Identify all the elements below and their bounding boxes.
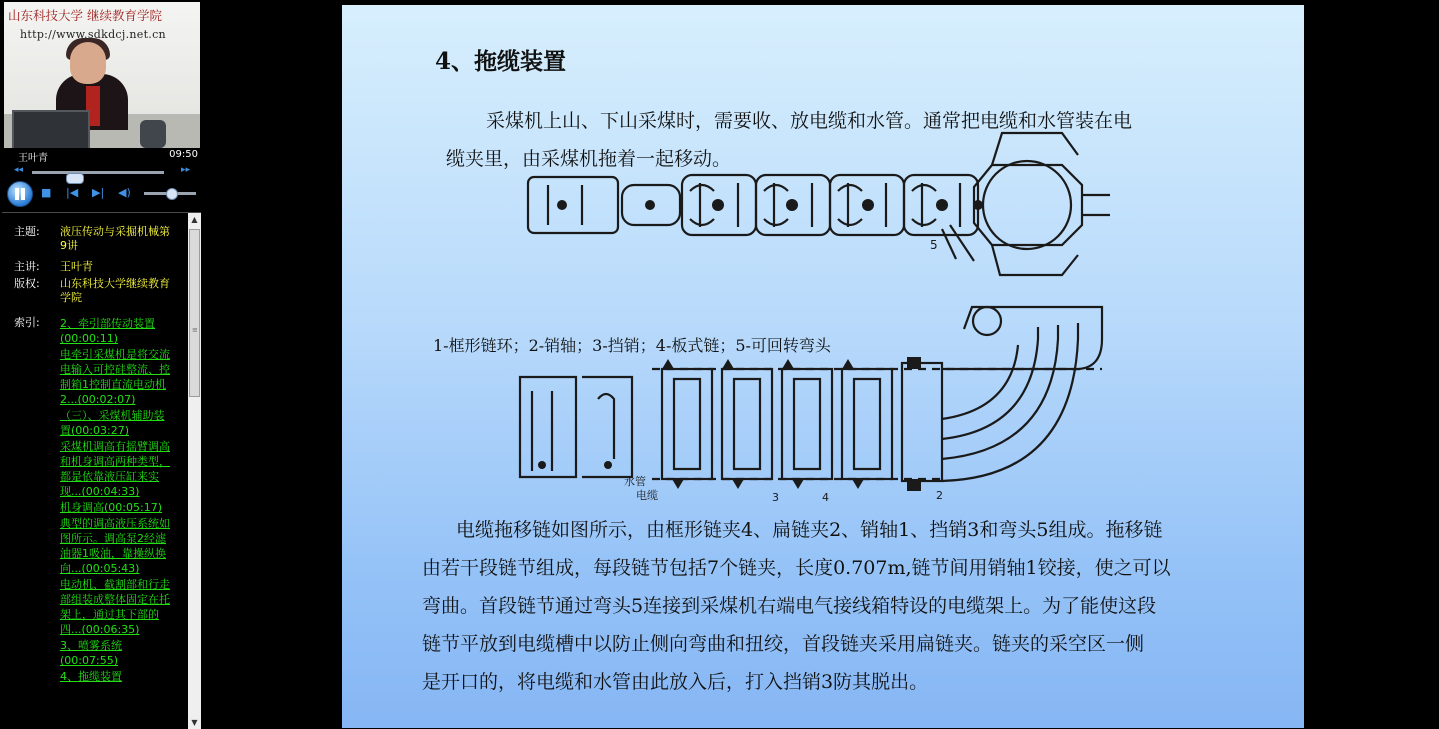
slide-title: 4、拖缆装置	[435, 48, 567, 75]
topic-label: 主题:	[14, 225, 40, 238]
paragraph-line: 链节平放到电缆槽中以防止侧向弯曲和扭绞，首段链夹采用扁链夹。链夹的采空区一侧	[422, 633, 1145, 655]
paragraph-line: 电缆拖移链如图所示，由框形链夹4、扁链夹2、销轴1、挡销3和弯头5组成。拖移链	[456, 519, 1163, 541]
figure-label: 水管	[624, 475, 646, 488]
player-controls	[4, 180, 200, 208]
paragraph-line: 由若干段链节组成，每段链节包括7个链夹，长度0.707m,链节间用销轴1铰接，使之可以	[422, 557, 1171, 579]
rewind-icon[interactable]: ◂◂	[14, 165, 24, 175]
lecture-slide	[342, 5, 1304, 728]
topic-value: 液压传动与采掘机械第9讲	[60, 225, 170, 252]
seek-slider[interactable]	[32, 171, 164, 174]
speaker-name: 王叶青	[18, 153, 48, 164]
player-panel	[0, 0, 203, 728]
copyright-value: 山东科技大学继续教育学院	[60, 277, 170, 304]
index-link[interactable]: 3、喷雾系统(00:07:55)	[60, 639, 122, 667]
cable-chain-top-view-figure	[522, 125, 1112, 285]
index-list	[60, 316, 174, 685]
lecture-info-panel	[2, 212, 201, 729]
paragraph-line: 是开口的，将电缆和水管由此放入后，打入挡销3防其脱出。	[422, 671, 929, 693]
grip-icon: ≡	[192, 326, 198, 334]
figure-label: 2	[936, 489, 943, 502]
volume-icon[interactable]: ◀)	[118, 186, 131, 199]
next-icon[interactable]: ▶|	[92, 186, 105, 199]
volume-thumb[interactable]	[166, 188, 178, 200]
video-monitor	[12, 110, 90, 148]
previous-icon[interactable]: |◀	[66, 186, 79, 199]
video-chair	[140, 120, 166, 148]
cable-chain-side-view-figure	[512, 299, 1122, 509]
index-link[interactable]: 电牵引采煤机是将交流电输入可控硅整流、控制箱1控制直流电动机2...(00:02:07)	[60, 348, 170, 406]
video-url-text: http://www.sdkdcj.net.cn	[20, 28, 166, 41]
index-scrollbar[interactable]	[188, 213, 201, 729]
paragraph-line: 采煤机上山、下山采煤时，需要收、放电缆和水管。通常把电缆和水管装在电	[486, 110, 1133, 132]
index-link[interactable]: 典型的调高液压系统如图所示。调高泵2经滤油器1吸油，靠操纵换向...(00:05:43)	[60, 517, 170, 575]
index-link[interactable]: 4、拖缆装置	[60, 670, 122, 683]
stop-icon[interactable]: ■	[41, 186, 52, 199]
elapsed-time: 09:50	[169, 149, 198, 160]
paragraph-line: 缆夹里，由采煤机拖着一起移动。	[446, 148, 732, 170]
index-label: 索引:	[14, 316, 40, 329]
lecturer-label: 主讲:	[14, 260, 40, 273]
paragraph-line: 弯曲。首段链节通过弯头5连接到采煤机右端电气接线箱特设的电缆架上。为了能使这段	[422, 595, 1157, 617]
video-presenter-head	[70, 42, 106, 84]
index-link[interactable]: 采煤机调高有摇臂调高和机身调高两种类型，都是依靠液压缸来实现...(00:04:33)	[60, 440, 170, 498]
video-caption-bar	[4, 149, 200, 162]
index-link[interactable]: （三）、采煤机辅助装置(00:03:27)	[60, 409, 165, 437]
video-frame[interactable]	[4, 2, 200, 148]
scroll-thumb[interactable]	[189, 229, 200, 397]
volume-slider[interactable]	[144, 192, 196, 195]
scroll-down-arrow-icon[interactable]: ▼	[191, 718, 198, 727]
scroll-up-arrow-icon[interactable]: ▲	[191, 215, 198, 224]
pause-button[interactable]	[7, 181, 33, 207]
lecturer-value: 王叶青	[60, 260, 93, 273]
seek-row	[4, 165, 200, 179]
fast-forward-icon[interactable]: ▸▸	[180, 165, 190, 175]
figure-caption: 1-框形链环；2-销轴；3-挡销；4-板式链；5-可回转弯头	[433, 336, 831, 355]
figure-label: 5	[930, 238, 938, 252]
slide-paragraph-description	[422, 511, 1248, 701]
copyright-label: 版权:	[14, 277, 40, 290]
index-link[interactable]: 2、牵引部传动装置(00:00:11)	[60, 317, 155, 345]
figure-label: 4	[822, 491, 829, 504]
figure-label: 3	[772, 491, 779, 504]
video-logo-text: 山东科技大学 继续教育学院	[8, 8, 162, 23]
figure-label: 电缆	[636, 489, 658, 502]
index-link[interactable]: 电动机、截割部和行走部组装成整体固定在托架上，通过其下部的四...(00:06:35)	[60, 578, 170, 636]
index-link[interactable]: 机身调高(00:05:17)	[60, 501, 162, 514]
